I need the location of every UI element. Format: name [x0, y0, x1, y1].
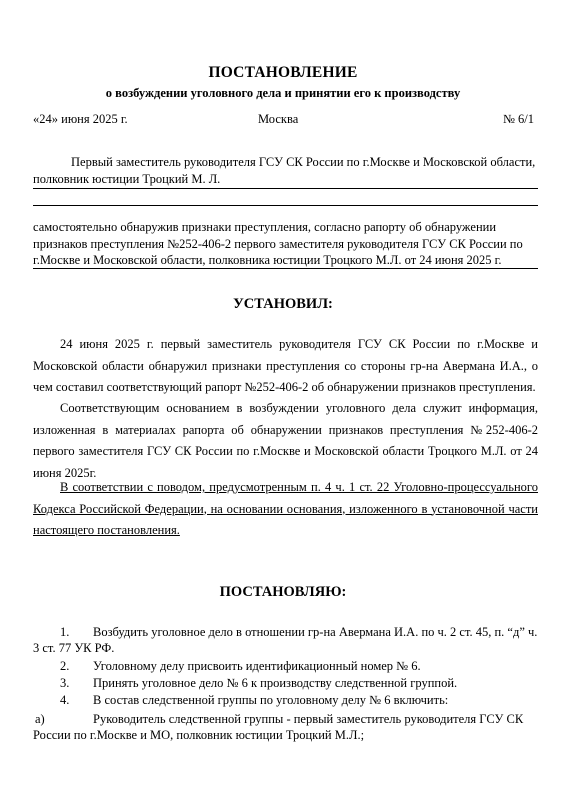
- list-item-continuation: России по г.Москве и МО, полковник юстиции Троцкий М.Л.;: [33, 728, 365, 742]
- officer-position: Первый заместитель руководителя ГСУ СК России по г.Москве и Московской области,: [71, 155, 536, 169]
- list-item: [33, 624, 538, 656]
- list-item-text: Принять уголовное дело № 6 к производству следственной группой.: [93, 676, 458, 690]
- document-date: «24» июня 2025 г.: [33, 112, 128, 126]
- paragraph-legal-basis: В соответствии с поводом, предусмотренным п. 4 ч. 1 ст. 22 Уголовно-процессуального Кодекса Российской Федерации, на основании основания, изложенного в установочной части настоящего постановления.: [33, 480, 538, 537]
- list-item: [33, 658, 538, 674]
- list-item-text: Возбудить уголовное дело в отношении гр-на Авермана И.А. по ч. 2 ст. 45, п. “д” ч.: [93, 625, 538, 639]
- list-item-number: 3.: [60, 676, 70, 690]
- section-heading-ustanovil: УСТАНОВИЛ:: [233, 296, 333, 312]
- paragraph: 24 июня 2025 г. первый заместитель руководителя ГСУ СК России по г.Москве и Московской области обнаружил признаки преступления со стороны гр-на Авермана И.А., о чем составил соответствующий рапорт №252-406-2 об обнаружении признаков преступления.: [33, 337, 538, 394]
- list-item: [33, 692, 538, 708]
- list-item-text: Уголовному делу присвоить идентификационный номер № 6.: [93, 659, 421, 673]
- list-item-number: 2.: [60, 659, 70, 673]
- officer-block: [33, 154, 536, 188]
- divider-line: [33, 188, 538, 189]
- list-item-text: В состав следственной группы по уголовному делу № 6 включить:: [93, 693, 449, 707]
- document-city: Москва: [258, 112, 299, 126]
- list-item-number: 1.: [60, 625, 70, 639]
- list-item-number: а): [35, 712, 45, 726]
- document-subtitle: о возбуждении уголовного дела и принятии его к производству: [105, 86, 461, 100]
- grounds-text: самостоятельно обнаружив признаки преступления, согласно рапорту об обнаружении признаков преступления №252-406-2 первого заместителя руководителя ГСУ СК России по г.Москве и Московской области, полковника юстиции Троцкого М.Л. от 24 июня 2025 г.: [33, 220, 523, 267]
- document-number: № 6/1: [502, 112, 534, 126]
- list-item-number: 4.: [60, 693, 70, 707]
- officer-name: полковник юстиции Троцкий М. Л.: [33, 172, 221, 186]
- paragraph: Соответствующим основанием в возбуждении уголовного дела служит информация, изложенная в материалах рапорта об обнаружении признаков преступления №252-406-2 первого заместителя ГСУ СК России по г.Москве и Московской области Троцкого М.Л. от 24 июня 2025г.: [33, 401, 538, 480]
- document-title: ПОСТАНОВЛЕНИЕ: [208, 64, 358, 81]
- list-item: [33, 675, 538, 691]
- divider-line: [33, 268, 538, 269]
- list-item: [33, 711, 538, 743]
- list-item-text: Руководитель следственной группы - первый заместитель руководителя ГСУ СК: [93, 712, 524, 726]
- list-item-continuation: 3 ст. 77 УК РФ.: [33, 641, 115, 655]
- divider-line: [33, 205, 538, 206]
- section-heading-postanovlyayu: ПОСТАНОВЛЯЮ:: [219, 584, 347, 600]
